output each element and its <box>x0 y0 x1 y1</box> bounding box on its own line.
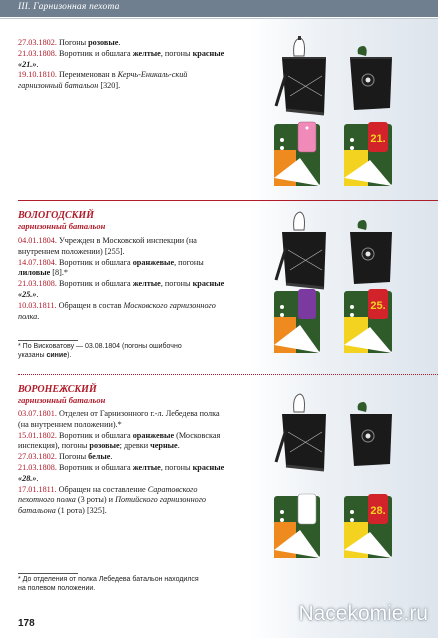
page-number: 178 <box>18 618 35 629</box>
collar-right-red-21 <box>344 122 392 186</box>
collar-pair-3 <box>270 490 400 562</box>
collar-number: 25. <box>370 300 386 312</box>
entry: 19.10.1810. Переименован в Керчь-Еникаль-ский гарнизонный батальон [320]. <box>18 70 188 91</box>
section2-text <box>18 236 228 322</box>
chapter-header <box>0 0 438 17</box>
collar-left-lilac <box>274 289 320 353</box>
section2-subtitle: гарнизонный батальон <box>18 221 106 231</box>
entry: 21.03.1808. Воротник и обшлага желтые, погоны красные «28.». <box>18 462 225 483</box>
shako-left <box>276 394 326 470</box>
shako-right <box>350 220 392 284</box>
collar-pair-2 <box>270 285 400 357</box>
section2-footnote: * По Висковатову — 03.08.1804 (погоны ошибочно указаны синие). <box>18 343 182 359</box>
collar-right-red-25 <box>344 289 392 353</box>
entry: 03.07.1801. Отделен от Гарнизонного г.-л. Лебедева полка (на внутреннем положении).* <box>18 409 220 429</box>
chapter-title: III. Гарнизонная пехота <box>18 2 120 12</box>
shako-illustration-3 <box>268 392 398 472</box>
collar-number: 21. <box>370 133 386 145</box>
collar-left-pink <box>274 122 320 186</box>
entry: 04.01.1804. Учрежден в Московской инспекции (на внутреннем положении) [255]. <box>18 236 197 256</box>
entry: 15.01.1802. Воротник и обшлага оранжевые (Московская инспекция), погоны розовые; древки черные. <box>18 430 221 451</box>
shako-left <box>276 36 326 114</box>
shako-right <box>350 402 392 466</box>
section3-footnote: * До отделения от полка Лебедева батальон находился на полевом положении. <box>18 576 199 592</box>
watermark: Nacekomie.ru <box>298 602 428 625</box>
section2-title: ВОЛОГОДСКИЙ <box>18 210 94 221</box>
shako-illustration-1 <box>268 36 398 116</box>
collar-left-white <box>274 494 320 558</box>
entry: 27.03.1802. Погоны розовые. <box>18 38 121 47</box>
entry: 10.03.1811. Обращен в состав Московского гарнизонного полка. <box>18 300 216 321</box>
entry: 17.01.1811. Обращен на составление Саратовского пехотного полка (3 роты) и Потийского гарнизонного батальона (1 рота) [325]. <box>18 484 207 516</box>
section3-text <box>18 409 228 517</box>
section1-text <box>18 38 228 92</box>
footnote-rule <box>18 340 78 341</box>
section3-title: ВОРОНЕЖСКИЙ <box>18 384 97 395</box>
collar-number: 28. <box>370 505 386 517</box>
shako-right <box>350 46 392 110</box>
shako-illustration-2 <box>268 210 398 290</box>
collar-right-red-28 <box>344 494 392 558</box>
entry: 21.03.1808. Воротник и обшлага желтые, погоны красные «25.». <box>18 279 225 299</box>
collar-pair-1 <box>270 118 400 190</box>
section3-subtitle: гарнизонный батальон <box>18 395 106 405</box>
section-divider <box>18 200 438 201</box>
entry: 14.07.1804. Воротник и обшлага оранжевые, погоны лиловые [8].* <box>18 257 204 278</box>
entry: 27.03.1802. Погоны белые. <box>18 452 113 462</box>
entry: 21.03.1808. Воротник и обшлага желтые, погоны красные «21.». <box>18 48 225 69</box>
shako-left <box>276 212 326 288</box>
footnote-rule <box>18 573 78 574</box>
section-divider <box>18 374 438 375</box>
